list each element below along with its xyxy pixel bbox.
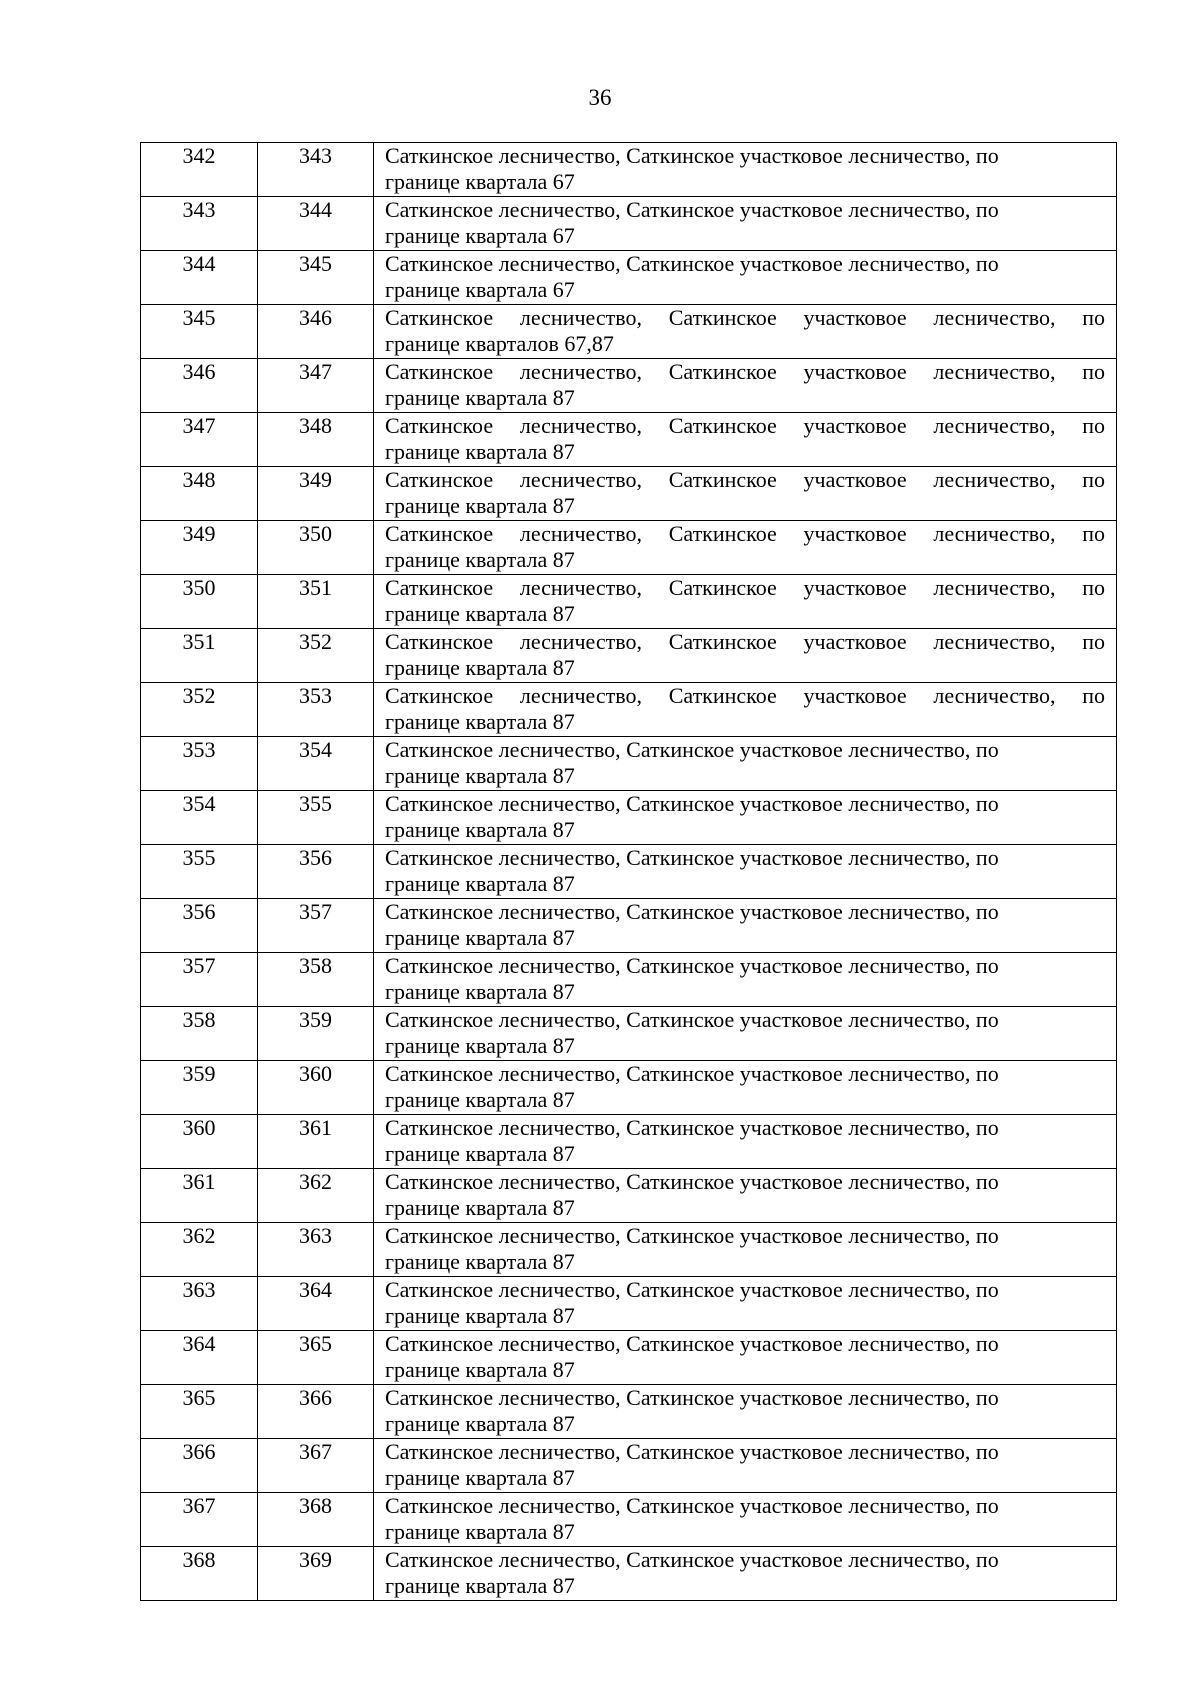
point-from-cell: 354 xyxy=(141,791,258,845)
description-line-2: границе квартала 87 xyxy=(385,1249,575,1274)
description-line-1: Саткинское лесничество, Саткинское участковое лесничество, по xyxy=(385,1223,999,1248)
point-from-cell: 342 xyxy=(141,143,258,197)
point-from-cell: 361 xyxy=(141,1169,258,1223)
description-line-2: границе квартала 87 xyxy=(385,1519,575,1544)
boundary-description-cell xyxy=(374,683,1117,737)
description-line-1: Саткинское лесничество, Саткинское участковое лесничество, по xyxy=(385,1169,999,1194)
point-from-cell: 368 xyxy=(141,1547,258,1601)
point-from-cell: 345 xyxy=(141,305,258,359)
description-line-1: Саткинское лесничество, Саткинское участковое лесничество, по xyxy=(385,1115,999,1140)
description-line-2: границе квартала 87 xyxy=(385,601,575,626)
boundary-description-cell xyxy=(374,251,1117,305)
table-row xyxy=(141,143,1117,197)
point-to-cell: 360 xyxy=(258,1061,374,1115)
table-row xyxy=(141,845,1117,899)
description-line-2: границе квартала 87 xyxy=(385,493,575,518)
boundary-description-cell xyxy=(374,1439,1117,1493)
point-from-cell: 351 xyxy=(141,629,258,683)
description-line-2: границе квартала 87 xyxy=(385,925,575,950)
description-line-1: Саткинское лесничество, Саткинское участковое лесничество, по xyxy=(385,1007,999,1032)
description-line-1: Саткинское лесничество, Саткинское участковое лесничество, по xyxy=(385,1331,999,1356)
point-to-cell: 355 xyxy=(258,791,374,845)
description-line-2: границе квартала 87 xyxy=(385,1357,575,1382)
table-row xyxy=(141,521,1117,575)
point-from-cell: 358 xyxy=(141,1007,258,1061)
description-line-1: Саткинское лесничество, Саткинское участковое лесничество, по xyxy=(385,251,999,276)
description-line-2: границе квартала 87 xyxy=(385,979,575,1004)
description-line-2: границе квартала 87 xyxy=(385,439,575,464)
point-from-cell: 353 xyxy=(141,737,258,791)
boundary-description-cell xyxy=(374,143,1117,197)
table-row xyxy=(141,1007,1117,1061)
point-from-cell: 348 xyxy=(141,467,258,521)
table-row xyxy=(141,575,1117,629)
point-from-cell: 366 xyxy=(141,1439,258,1493)
description-line-2: границе квартала 87 xyxy=(385,709,575,734)
point-to-cell: 361 xyxy=(258,1115,374,1169)
description-line-2: границе квартала 87 xyxy=(385,1033,575,1058)
description-line-2: границе квартала 87 xyxy=(385,1465,575,1490)
point-to-cell: 369 xyxy=(258,1547,374,1601)
point-from-cell: 359 xyxy=(141,1061,258,1115)
point-to-cell: 364 xyxy=(258,1277,374,1331)
table-row xyxy=(141,737,1117,791)
table-row xyxy=(141,1385,1117,1439)
table-row xyxy=(141,791,1117,845)
point-to-cell: 351 xyxy=(258,575,374,629)
description-line-2: границе квартала 87 xyxy=(385,1303,575,1328)
point-to-cell: 352 xyxy=(258,629,374,683)
page-number: 36 xyxy=(588,85,612,110)
description-line-1: Саткинское лесничество, Саткинское участковое лесничество, по xyxy=(385,791,999,816)
point-to-cell: 345 xyxy=(258,251,374,305)
description-line-2: границе квартала 87 xyxy=(385,547,575,572)
table-row xyxy=(141,1439,1117,1493)
point-to-cell: 343 xyxy=(258,143,374,197)
point-from-cell: 362 xyxy=(141,1223,258,1277)
point-from-cell: 356 xyxy=(141,899,258,953)
description-line-1: Саткинское лесничество, Саткинское участковое лесничество, по xyxy=(385,143,999,168)
table-row xyxy=(141,251,1117,305)
description-line-2: границе квартала 87 xyxy=(385,871,575,896)
boundary-description-cell xyxy=(374,1061,1117,1115)
point-to-cell: 348 xyxy=(258,413,374,467)
point-from-cell: 365 xyxy=(141,1385,258,1439)
point-to-cell: 366 xyxy=(258,1385,374,1439)
description-line-2: границе квартала 87 xyxy=(385,655,575,680)
point-to-cell: 346 xyxy=(258,305,374,359)
boundary-description-cell xyxy=(374,1385,1117,1439)
description-line-1: Саткинское лесничество, Саткинское участковое лесничество, по xyxy=(385,845,999,870)
boundary-table xyxy=(140,142,1117,1601)
point-from-cell: 347 xyxy=(141,413,258,467)
table-row xyxy=(141,305,1117,359)
boundary-description-cell xyxy=(374,953,1117,1007)
description-line-2: границе квартала 87 xyxy=(385,763,575,788)
description-line-1: Саткинское лесничество, Саткинское участковое лесничество, по xyxy=(385,467,1105,492)
point-to-cell: 368 xyxy=(258,1493,374,1547)
description-line-1: Саткинское лесничество, Саткинское участковое лесничество, по xyxy=(385,1277,999,1302)
description-line-2: границе квартала 87 xyxy=(385,1573,575,1598)
boundary-description-cell xyxy=(374,413,1117,467)
description-line-2: границе квартала 87 xyxy=(385,1411,575,1436)
point-to-cell: 353 xyxy=(258,683,374,737)
table-row xyxy=(141,629,1117,683)
point-to-cell: 356 xyxy=(258,845,374,899)
boundary-description-cell xyxy=(374,1277,1117,1331)
table-row xyxy=(141,1277,1117,1331)
description-line-1: Саткинское лесничество, Саткинское участковое лесничество, по xyxy=(385,359,1105,384)
description-line-2: границе квартала 87 xyxy=(385,1195,575,1220)
description-line-1: Саткинское лесничество, Саткинское участковое лесничество, по xyxy=(385,629,1105,654)
description-line-2: границе квартала 67 xyxy=(385,169,575,194)
description-line-1: Саткинское лесничество, Саткинское участковое лесничество, по xyxy=(385,737,999,762)
boundary-description-cell xyxy=(374,1547,1117,1601)
point-to-cell: 349 xyxy=(258,467,374,521)
boundary-description-cell xyxy=(374,1169,1117,1223)
table-row xyxy=(141,1493,1117,1547)
boundary-description-cell xyxy=(374,899,1117,953)
point-from-cell: 349 xyxy=(141,521,258,575)
point-from-cell: 344 xyxy=(141,251,258,305)
description-line-1: Саткинское лесничество, Саткинское участковое лесничество, по xyxy=(385,413,1105,438)
boundary-description-cell xyxy=(374,305,1117,359)
description-line-2: границе квартала 87 xyxy=(385,385,575,410)
boundary-description-cell xyxy=(374,575,1117,629)
point-from-cell: 360 xyxy=(141,1115,258,1169)
description-line-1: Саткинское лесничество, Саткинское участковое лесничество, по xyxy=(385,197,999,222)
description-line-1: Саткинское лесничество, Саткинское участковое лесничество, по xyxy=(385,1439,999,1464)
boundary-description-cell xyxy=(374,521,1117,575)
table-row xyxy=(141,899,1117,953)
description-line-2: границе квартала 67 xyxy=(385,277,575,302)
table-row xyxy=(141,197,1117,251)
boundary-description-cell xyxy=(374,1007,1117,1061)
description-line-1: Саткинское лесничество, Саткинское участковое лесничество, по xyxy=(385,1547,999,1572)
table-row xyxy=(141,1061,1117,1115)
description-line-1: Саткинское лесничество, Саткинское участковое лесничество, по xyxy=(385,1493,999,1518)
table-body xyxy=(141,143,1117,1601)
table-row xyxy=(141,1169,1117,1223)
description-line-1: Саткинское лесничество, Саткинское участковое лесничество, по xyxy=(385,953,999,978)
boundary-description-cell xyxy=(374,1493,1117,1547)
table-row xyxy=(141,359,1117,413)
point-to-cell: 347 xyxy=(258,359,374,413)
point-from-cell: 350 xyxy=(141,575,258,629)
point-to-cell: 358 xyxy=(258,953,374,1007)
description-line-1: Саткинское лесничество, Саткинское участковое лесничество, по xyxy=(385,1061,999,1086)
description-line-1: Саткинское лесничество, Саткинское участковое лесничество, по xyxy=(385,899,999,924)
boundary-description-cell xyxy=(374,1331,1117,1385)
table-row xyxy=(141,413,1117,467)
boundary-description-cell xyxy=(374,629,1117,683)
boundary-description-cell xyxy=(374,1115,1117,1169)
table-row xyxy=(141,1547,1117,1601)
point-from-cell: 352 xyxy=(141,683,258,737)
point-from-cell: 367 xyxy=(141,1493,258,1547)
point-to-cell: 365 xyxy=(258,1331,374,1385)
table-row xyxy=(141,953,1117,1007)
point-to-cell: 344 xyxy=(258,197,374,251)
boundary-description-cell xyxy=(374,197,1117,251)
point-from-cell: 346 xyxy=(141,359,258,413)
boundary-description-cell xyxy=(374,791,1117,845)
description-line-2: границе кварталов 67,87 xyxy=(385,331,614,356)
table-row xyxy=(141,1223,1117,1277)
boundary-description-cell xyxy=(374,467,1117,521)
point-to-cell: 367 xyxy=(258,1439,374,1493)
table-row xyxy=(141,1331,1117,1385)
description-line-1: Саткинское лесничество, Саткинское участковое лесничество, по xyxy=(385,683,1105,708)
description-line-1: Саткинское лесничество, Саткинское участковое лесничество, по xyxy=(385,1385,999,1410)
point-to-cell: 363 xyxy=(258,1223,374,1277)
description-line-1: Саткинское лесничество, Саткинское участковое лесничество, по xyxy=(385,575,1105,600)
point-to-cell: 362 xyxy=(258,1169,374,1223)
boundary-description-cell xyxy=(374,1223,1117,1277)
table-row xyxy=(141,1115,1117,1169)
description-line-2: границе квартала 67 xyxy=(385,223,575,248)
point-to-cell: 359 xyxy=(258,1007,374,1061)
point-from-cell: 343 xyxy=(141,197,258,251)
description-line-1: Саткинское лесничество, Саткинское участковое лесничество, по xyxy=(385,521,1105,546)
point-from-cell: 357 xyxy=(141,953,258,1007)
point-to-cell: 357 xyxy=(258,899,374,953)
point-from-cell: 355 xyxy=(141,845,258,899)
description-line-2: границе квартала 87 xyxy=(385,817,575,842)
point-to-cell: 350 xyxy=(258,521,374,575)
point-from-cell: 363 xyxy=(141,1277,258,1331)
table-row xyxy=(141,467,1117,521)
description-line-2: границе квартала 87 xyxy=(385,1087,575,1112)
boundary-description-cell xyxy=(374,737,1117,791)
description-line-1: Саткинское лесничество, Саткинское участковое лесничество, по xyxy=(385,305,1105,330)
boundary-description-cell xyxy=(374,845,1117,899)
point-to-cell: 354 xyxy=(258,737,374,791)
boundary-description-cell xyxy=(374,359,1117,413)
description-line-2: границе квартала 87 xyxy=(385,1141,575,1166)
point-from-cell: 364 xyxy=(141,1331,258,1385)
table-row xyxy=(141,683,1117,737)
